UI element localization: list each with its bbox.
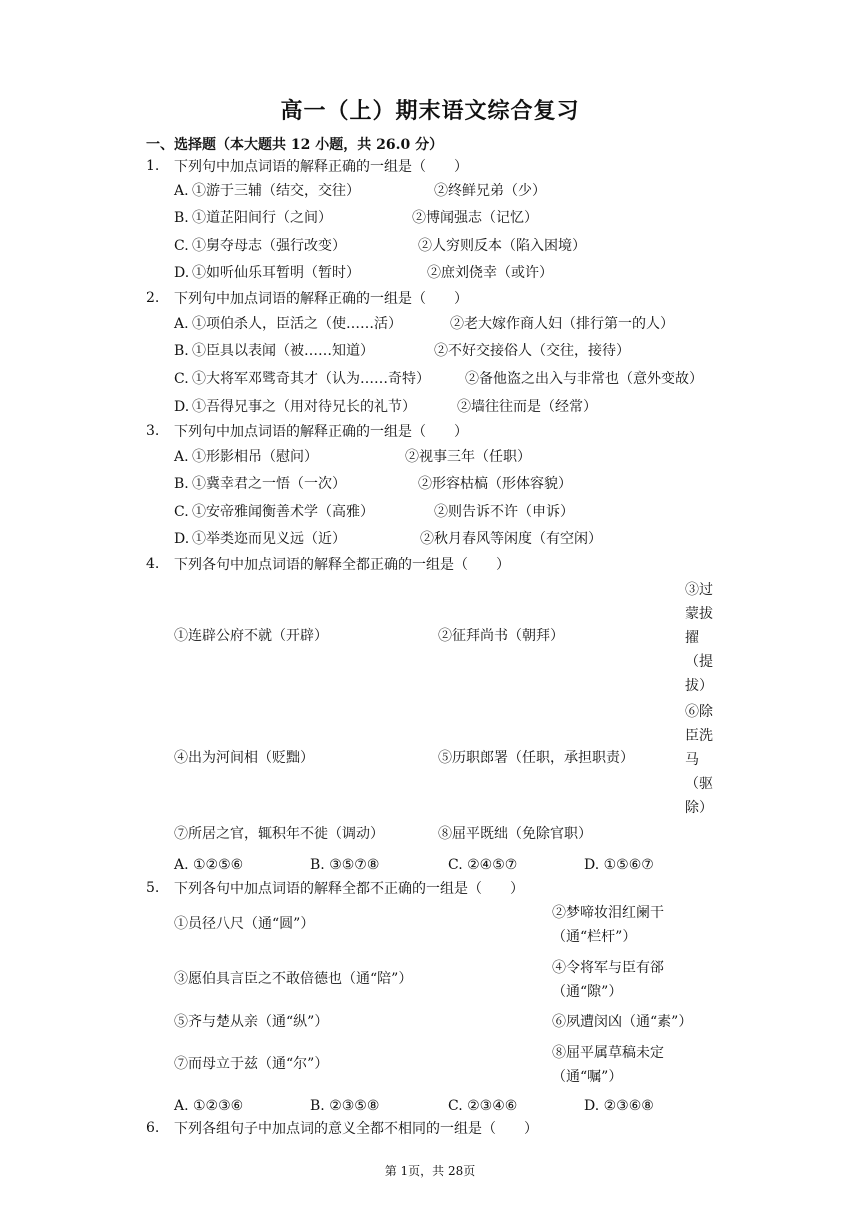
list-item: ②征拜尚书（朝拜） [438,628,564,644]
option-b[interactable]: B. ①臣具以表闻（被……知道） [174,343,374,359]
option-a[interactable]: A. ①项伯杀人，臣活之（使……活） [174,316,402,332]
option-b-part2: ②不好交接俗人（交往，接待） [434,343,630,359]
option-b-part2: ②博闻强志（记忆） [412,210,538,226]
option-c[interactable]: C. ②③④⑥ [448,1098,518,1114]
option-a-part2: ②视事三年（任职） [405,449,531,465]
list-item: ①连辟公府不就（开辟） [174,628,328,644]
option-d-part2: ②秋月春风等闲度（有空闲） [420,531,602,547]
option-d[interactable]: D. ①吾得兄事之（用对待兄长的礼节） [174,399,416,415]
option-b[interactable]: B. ①道芷阳间行（之间） [174,210,332,226]
option-c[interactable]: C. ①安帝雅闻衡善术学（高雅） [174,504,374,520]
question-number: 5. [146,880,160,896]
question-number: 6. [146,1120,160,1136]
option-a-part2: ②老大嫁作商人妇（排行第一的人） [450,316,674,332]
list-item: ④出为河间相（贬黜） [174,750,314,766]
option-a[interactable]: A. ①②③⑥ [174,1098,244,1114]
option-d-part2: ②墙往往而是（经常） [457,399,597,415]
question-number: 3. [146,423,160,439]
list-item: ⑧屈平既绌（免除官职） [438,826,592,842]
question-stem: 下列各组句子中加点词的意义全都不相同的一组是（ ） [174,1121,538,1137]
list-item: ⑤历职郎署（任职，承担职责） [438,750,634,766]
list-item: ⑥除臣洗马（驱除） [685,704,713,816]
option-b-part2: ②形容枯槁（形体容貌） [418,476,572,492]
option-c[interactable]: C. ①舅夺母志（强行改变） [174,238,346,254]
page-footer: 第 1页，共 28页 [384,1164,476,1178]
section-heading: 一、选择题（本大题共 12 小题，共 26.0 分） [146,137,444,153]
option-c[interactable]: C. ①大将军邓骘奇其才（认为……奇特） [174,371,430,387]
question-stem: 下列各句中加点词语的解释全都正确的一组是（ ） [174,557,510,573]
option-a[interactable]: A. ①游于三辅（结交，交往） [174,183,360,199]
document-title: 高一（上）期末语文综合复习 [280,98,580,124]
list-item: ①员径八尺（通“圆”） [174,916,315,932]
list-item: ④令将军与臣有郤（通“隙”） [552,960,664,1000]
option-a[interactable]: A. ①形影相吊（慰问） [174,449,318,465]
option-c[interactable]: C. ②④⑤⑦ [448,857,518,873]
option-a-part2: ②终鲜兄弟（少） [434,183,546,199]
question-number: 1. [146,158,160,174]
option-b[interactable]: B. ③⑤⑦⑧ [310,857,380,873]
question-stem: 下列句中加点词语的解释正确的一组是（ ） [174,291,468,307]
question-stem: 下列各句中加点词语的解释全都不正确的一组是（ ） [174,881,524,897]
question-stem: 下列句中加点词语的解释正确的一组是（ ） [174,424,468,440]
question-number: 4. [146,556,160,572]
list-item: ⑦所居之官，辄积年不徙（调动） [174,826,384,842]
option-a[interactable]: A. ①②⑤⑥ [174,857,244,873]
question-number: 2. [146,290,160,306]
option-d[interactable]: D. ②③⑥⑧ [584,1098,654,1114]
option-d[interactable]: D. ①如听仙乐耳暂明（暂时） [174,265,360,281]
option-b[interactable]: B. ①冀幸君之一悟（一次） [174,476,346,492]
list-item: ⑧屈平属草稿未定（通“嘱”） [552,1045,664,1085]
question-stem: 下列句中加点词语的解释正确的一组是（ ） [174,159,468,175]
list-item: ⑦而母立于兹（通“尔”） [174,1056,329,1072]
option-d-part2: ②庶刘侥幸（或许） [427,265,553,281]
list-item: ⑤齐与楚从亲（通“纵”） [174,1014,329,1030]
option-d[interactable]: D. ①⑤⑥⑦ [584,857,654,873]
list-item: ③愿伯具言臣之不敢倍德也（通“陪”） [174,971,413,987]
option-b[interactable]: B. ②③⑤⑧ [310,1098,380,1114]
option-c-part2: ②人穷则反本（陷入困境） [418,238,586,254]
option-c-part2: ②备他盗之出入与非常也（意外变故） [465,371,703,387]
list-item: ③过蒙拔擢（提拔） [685,582,713,694]
option-c-part2: ②则告诉不许（申诉） [434,504,574,520]
option-d[interactable]: D. ①举类迩而见义远（近） [174,531,346,547]
list-item: ⑥夙遭闵凶（通“素”） [552,1014,693,1030]
list-item: ②梦啼妆泪红阑干（通“栏杆”） [552,905,664,945]
